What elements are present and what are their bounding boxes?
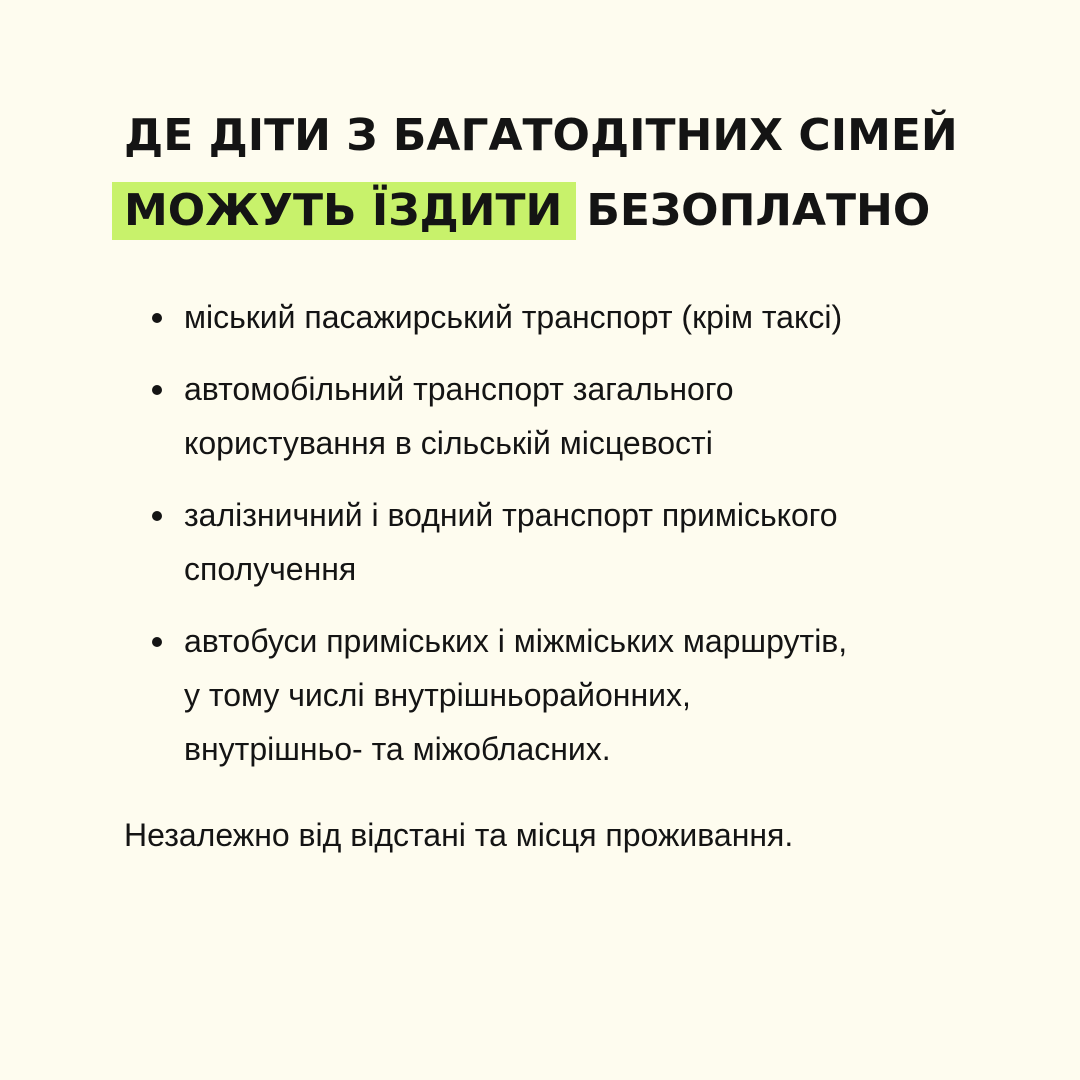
title-highlight: МОЖУТЬ ЇЗДИТИ	[112, 182, 576, 240]
list-item	[152, 362, 1032, 470]
title-line-2-rest: БЕЗОПЛАТНО	[586, 185, 931, 236]
title-line-2	[124, 182, 958, 240]
list-item-text: міський пасажирський транспорт (крім таксі)	[184, 299, 843, 335]
list-item	[152, 290, 1032, 344]
bullet-icon	[152, 637, 162, 647]
list-item-text: автомобільний транспорт загального	[184, 371, 734, 407]
list-item-text: залізничний і водний транспорт приміського	[184, 497, 838, 533]
footer-note: Незалежно від відстані та місця проживання.	[124, 817, 794, 853]
bullet-icon	[152, 511, 162, 521]
list-item	[152, 488, 1032, 596]
page-title	[124, 108, 958, 240]
list-item-text: сполучення	[184, 551, 357, 587]
list-item-text: автобуси приміських і міжміських маршрутів,	[184, 623, 848, 659]
list-item-text: внутрішньо- та міжобласних.	[184, 731, 611, 767]
bullet-icon	[152, 385, 162, 395]
list-item-text: користування в сільській місцевості	[184, 425, 713, 461]
list-item	[152, 614, 1032, 776]
title-line-1: ДЕ ДІТИ З БАГАТОДІТНИХ СІМЕЙ	[124, 110, 958, 161]
transport-list	[152, 290, 1032, 794]
list-item-text: у тому числі внутрішньорайонних,	[184, 677, 691, 713]
bullet-icon	[152, 313, 162, 323]
